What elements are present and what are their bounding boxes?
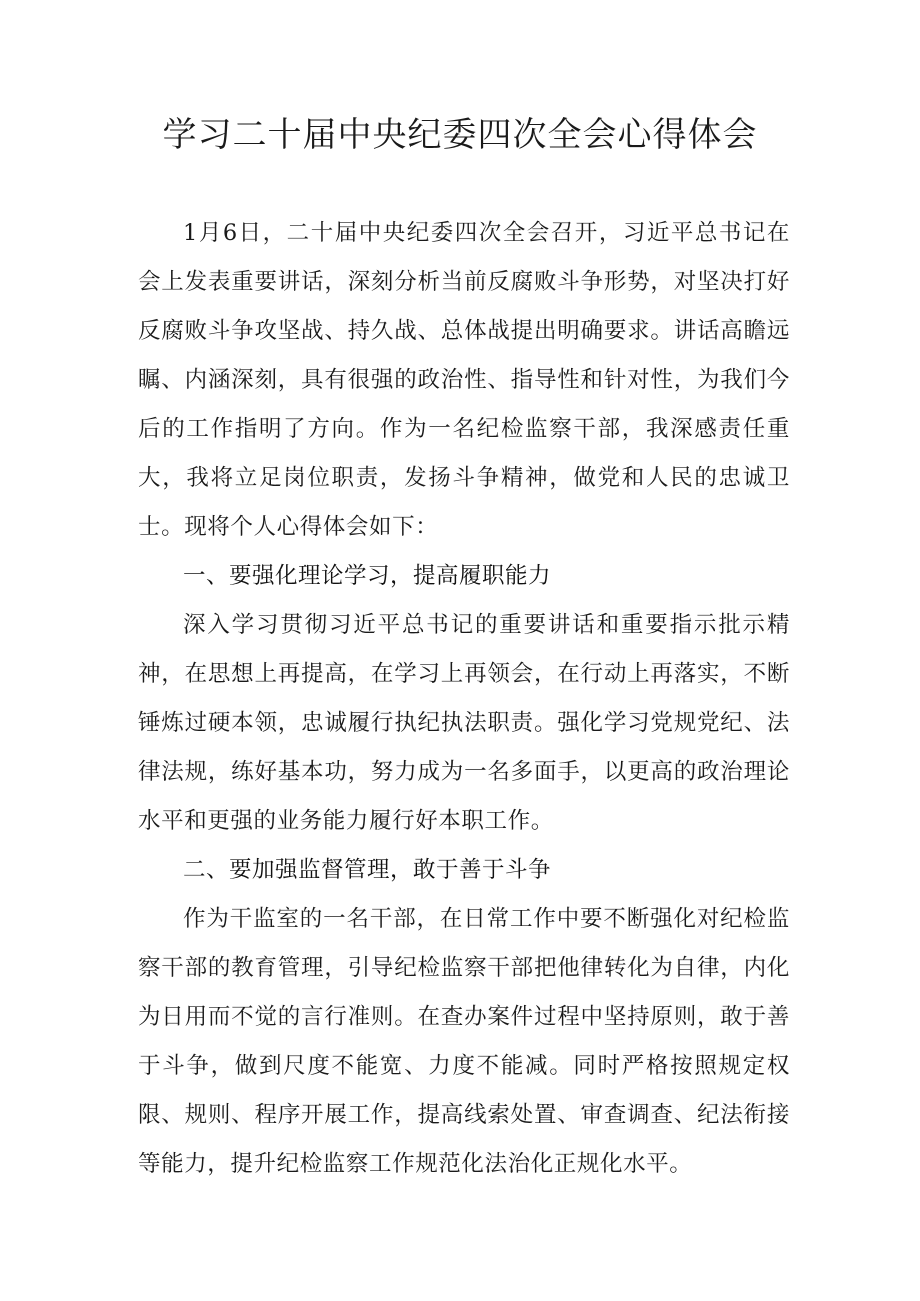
document-body [138,209,790,1189]
section-paragraph-1: 深入学习贯彻习近平总书记的重要讲话和重要指示批示精神，在思想上再提高，在学习上再领会，在行动上再落实，不断锤炼过硬本领，忠诚履行执纪执法职责。强化学习党规党纪、法律法规，练好基本功，努力成为一名多面手，以更高的政治理论水平和更强的业务能力履行好本职工作。 [138,612,790,834]
intro-paragraph: 1月6日，二十届中央纪委四次全会召开，习近平总书记在会上发表重要讲话，深刻分析当前反腐败斗争形势，对坚决打好反腐败斗争攻坚战、持久战、总体战提出明确要求。讲话高瞻远瞩、内涵深刻，具有很强的政治性、指导性和针对性，为我们今后的工作指明了方向。作为一名纪检监察干部，我深感责任重大，我将立足岗位职责，发扬斗争精神，做党和人民的忠诚卫士。现将个人心得体会如下： [138,220,790,540]
page-title: 学习二十届中央纪委四次全会心得体会 [162,115,758,155]
section-heading-1: 一、要强化理论学习，提高履职能力 [183,563,552,589]
section-paragraph-2: 作为干监室的一名干部，在日常工作中要不断强化对纪检监察干部的教育管理，引导纪检监察干部把他律转化为自律，内化为日用而不觉的言行准则。在查办案件过程中坚持原则，敢于善于斗争，做到尺度不能宽、力度不能减。同时严格按照规定权限、规则、程序开展工作，提高线索处置、审查调查、纪法衔接等能力，提升纪检监察工作规范化法治化正规化水平。 [138,906,790,1177]
section-heading-2: 二、要加强监督管理，敢于善于斗争 [183,857,552,883]
